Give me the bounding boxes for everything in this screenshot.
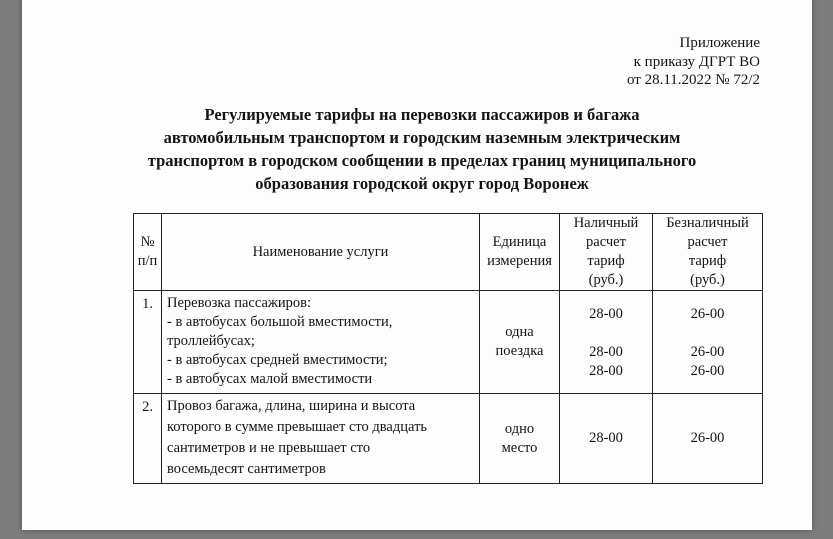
document-page	[22, 0, 812, 530]
title-line: образования городской округ город Воронеж	[255, 174, 589, 193]
title-line: автомобильным транспортом и городским наземным электрическим	[163, 128, 681, 147]
header-cash-tariff: Наличный расчет тариф (руб.)	[560, 214, 653, 291]
header-number: № п/п	[134, 214, 162, 291]
appendix-note	[627, 34, 760, 90]
cash-tariff: 28-00 28-00 28-00	[560, 291, 653, 394]
header-cashless-tariff: Безналичный расчет тариф (руб.)	[653, 214, 763, 291]
header-service: Наименование услуги	[162, 214, 480, 291]
cashless-tariff: 26-00	[653, 394, 763, 484]
header-unit: Единица измерения	[480, 214, 560, 291]
row-number: 1.	[134, 291, 162, 394]
order-date-number: от 28.11.2022 № 72/2	[626, 72, 760, 88]
table-row	[134, 291, 763, 394]
document-title	[122, 103, 722, 195]
table-header-row	[134, 214, 763, 291]
table-row	[134, 394, 763, 484]
row-number: 2.	[134, 394, 162, 484]
order-reference: к приказу ДГРТ ВО	[633, 53, 760, 70]
unit-of-measure: одно место	[480, 394, 560, 484]
unit-of-measure: одна поездка	[480, 291, 560, 394]
cashless-tariff: 26-00 26-00 26-00	[653, 291, 763, 394]
appendix-label: Приложение	[679, 35, 760, 51]
cash-tariff: 28-00	[560, 394, 653, 484]
service-name: Перевозка пассажиров: - в автобусах большой вместимости, троллейбусах; - в автобусах средней вместимости; - в автобусах малой вместимости	[162, 291, 480, 394]
title-line: транспортом в городском сообщении в пределах границ муниципального	[147, 151, 697, 170]
tariff-table	[133, 213, 763, 484]
title-line: Регулируемые тарифы на перевозки пассажиров и багажа	[204, 105, 640, 124]
service-name: Провоз багажа, длина, ширина и высота которого в сумме превышает сто двадцать сантиметров и не превышает сто восемьдесят сантиметров	[162, 394, 480, 484]
